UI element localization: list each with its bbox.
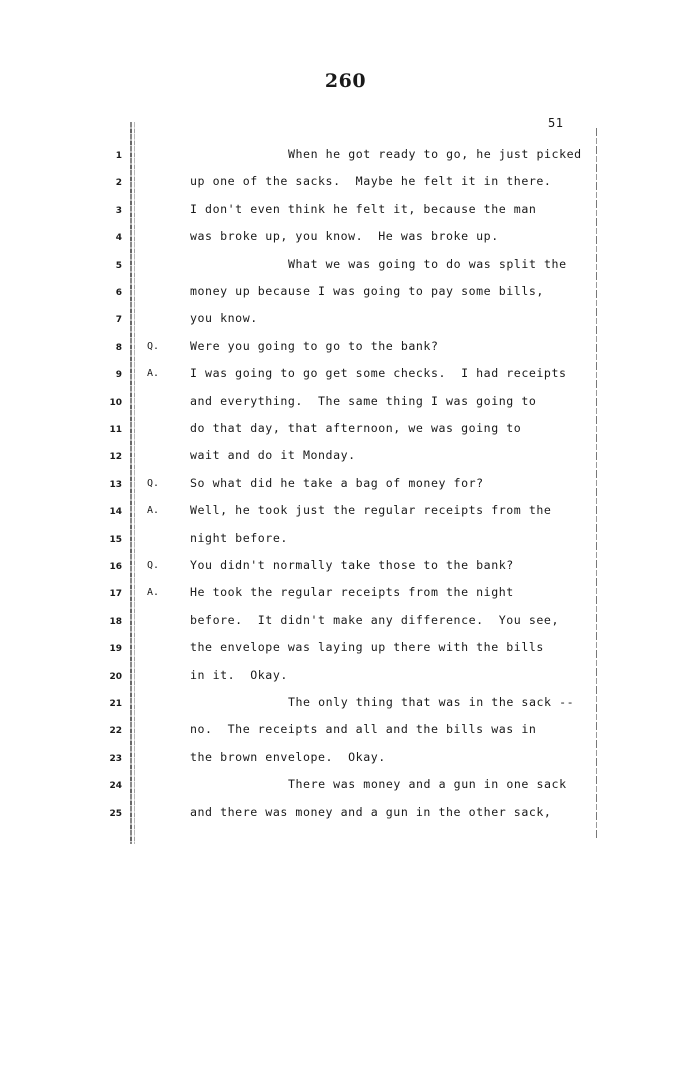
transcript-line [0, 174, 691, 194]
line-number: 14 [109, 507, 122, 517]
transcript-line [0, 805, 691, 825]
page-number: 51 [548, 116, 564, 130]
line-text: in it. Okay. [190, 668, 288, 682]
line-number: 11 [109, 425, 122, 435]
line-text: the envelope was laying up there with the bills [190, 640, 544, 654]
transcript-line [0, 448, 691, 468]
transcript-line [0, 503, 691, 523]
speaker-label: A. [147, 505, 160, 516]
line-number: 9 [115, 370, 122, 380]
speaker-label: Q. [147, 341, 160, 352]
transcript-line [0, 202, 691, 222]
transcript-line [0, 284, 691, 304]
line-number: 19 [109, 644, 122, 654]
line-text: night before. [190, 531, 288, 545]
transcript-line [0, 558, 691, 578]
line-text: He took the regular receipts from the night [190, 585, 514, 599]
line-text: do that day, that afternoon, we was going to [190, 421, 522, 435]
speaker-label: A. [147, 368, 160, 379]
line-number: 7 [115, 315, 122, 325]
speaker-label: Q. [147, 478, 160, 489]
line-number: 15 [109, 535, 122, 545]
line-number: 8 [115, 343, 122, 353]
line-text: I was going to go get some checks. I had receipts [190, 366, 567, 380]
transcript-line [0, 613, 691, 633]
transcript-line [0, 476, 691, 496]
line-text: wait and do it Monday. [190, 448, 356, 462]
line-text: and everything. The same thing I was going to [190, 394, 537, 408]
line-text: What we was going to do was split the [288, 257, 567, 271]
line-text: before. It didn't make any difference. You see, [190, 613, 559, 627]
line-number: 3 [115, 206, 122, 216]
transcript-line [0, 311, 691, 331]
transcript-line [0, 695, 691, 715]
line-text: up one of the sacks. Maybe he felt it in there. [190, 174, 552, 188]
line-text: Were you going to go to the bank? [190, 339, 439, 353]
speaker-label: A. [147, 587, 160, 598]
line-number: 2 [115, 178, 122, 188]
line-number: 17 [109, 589, 122, 599]
transcript-line [0, 750, 691, 770]
line-text: was broke up, you know. He was broke up. [190, 229, 499, 243]
bates-number: 260 [324, 70, 367, 92]
transcript-line [0, 777, 691, 797]
line-text: When he got ready to go, he just picked [288, 147, 582, 161]
line-number: 20 [109, 672, 122, 682]
line-number: 21 [109, 699, 122, 709]
transcript-line [0, 147, 691, 167]
transcript-line [0, 421, 691, 441]
transcript-line [0, 722, 691, 742]
line-text: I don't even think he felt it, because the man [190, 202, 537, 216]
line-number: 16 [109, 562, 122, 572]
transcript-line [0, 531, 691, 551]
line-text: money up because I was going to pay some bills, [190, 284, 544, 298]
line-number: 4 [115, 233, 122, 243]
line-text: Well, he took just the regular receipts from the [190, 503, 552, 517]
transcript-line [0, 229, 691, 249]
line-number: 23 [109, 754, 122, 764]
line-number: 18 [109, 617, 122, 627]
transcript-line [0, 394, 691, 414]
line-text: and there was money and a gun in the other sack, [190, 805, 552, 819]
line-number: 12 [109, 452, 122, 462]
transcript-line [0, 640, 691, 660]
line-number: 10 [109, 398, 122, 408]
transcript-line [0, 585, 691, 605]
transcript-line [0, 339, 691, 359]
line-number: 6 [115, 288, 122, 298]
transcript-line [0, 257, 691, 277]
line-number: 24 [109, 781, 122, 791]
line-text: the brown envelope. Okay. [190, 750, 386, 764]
line-text: You didn't normally take those to the bank? [190, 558, 514, 572]
line-number: 5 [115, 261, 122, 271]
transcript-line [0, 668, 691, 688]
line-text: you know. [190, 311, 258, 325]
line-text: The only thing that was in the sack -- [288, 695, 575, 709]
transcript-line [0, 366, 691, 386]
line-number: 1 [115, 151, 122, 161]
line-number: 22 [109, 726, 122, 736]
line-text: There was money and a gun in one sack [288, 777, 567, 791]
speaker-label: Q. [147, 560, 160, 571]
line-text: So what did he take a bag of money for? [190, 476, 484, 490]
line-number: 13 [109, 480, 122, 490]
line-number: 25 [109, 809, 122, 819]
line-text: no. The receipts and all and the bills was in [190, 722, 537, 736]
